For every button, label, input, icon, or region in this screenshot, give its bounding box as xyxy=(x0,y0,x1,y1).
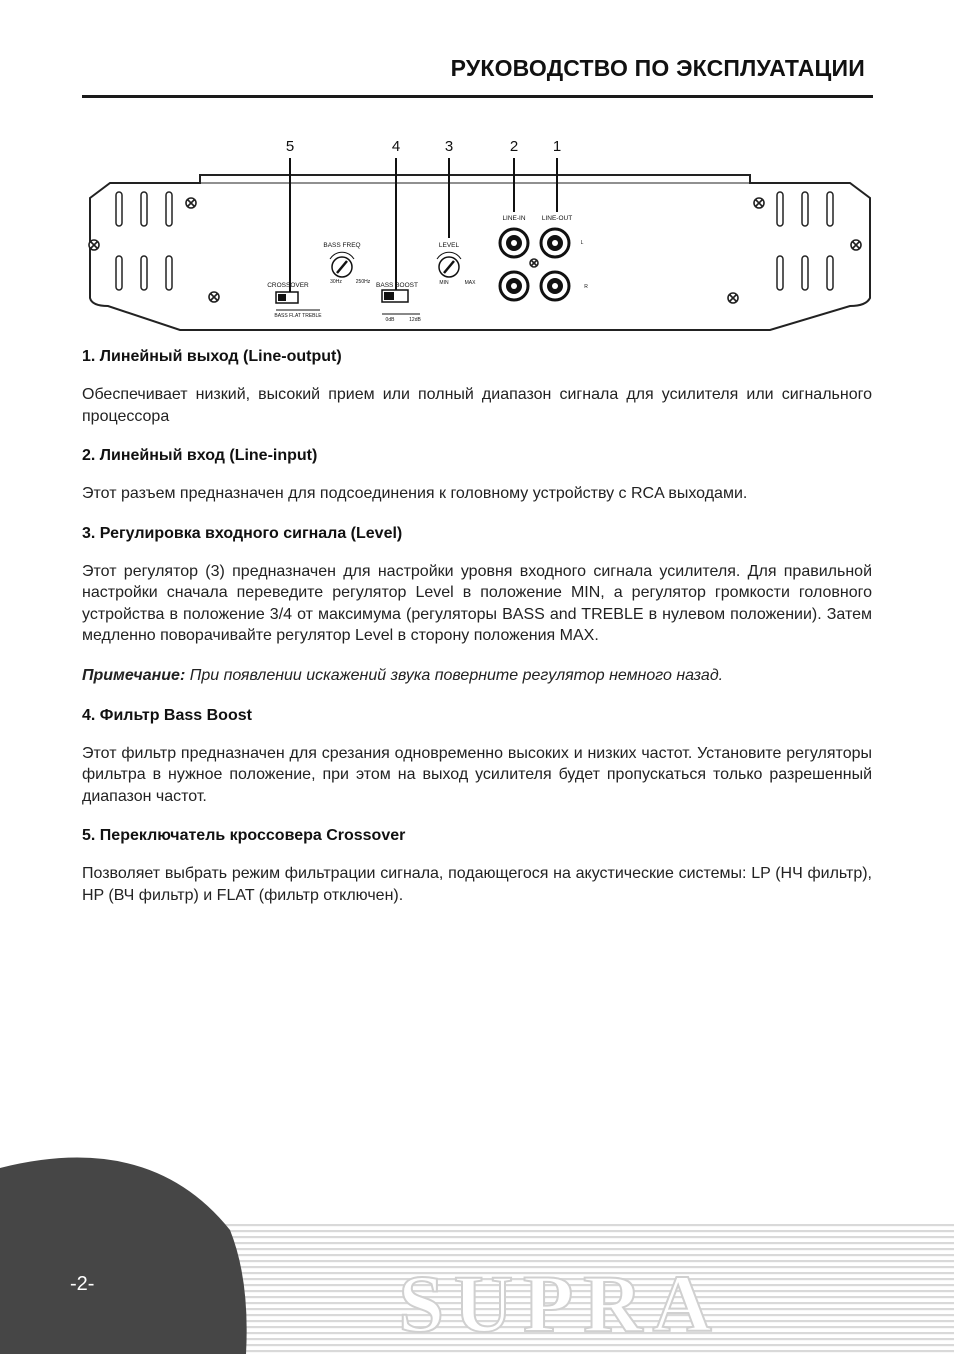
section-heading-line-input: 2. Линейный вход (Line-input) xyxy=(82,447,318,464)
bass-freq-low-label: 30Hz xyxy=(330,279,342,285)
crossover-label: CROSSOVER xyxy=(267,282,309,289)
section-heading-crossover: 5. Переключатель кроссовера Crossover xyxy=(82,827,406,844)
crossover-options-label: BASS FLAT TREBLE xyxy=(274,313,322,319)
section-text-level: Этот регулятор (3) предназначен для настройки уровня входного сигнала усилителя. Для правильной настройки сначала переведите регулятор Level в положение MIN, а регулятор громкости головного устройства в положение 3/4 от максимума (регуляторы BASS and TREBLE в нулевом положении). Затем медленно поворачивайте регулятор Level в сторону положения MAX. xyxy=(82,562,872,644)
channel-r-label: R xyxy=(584,284,588,290)
bass-boost-label: BASS BOOST xyxy=(376,282,418,289)
line-in-label: LINE-IN xyxy=(502,215,526,222)
callout-2: 2 xyxy=(509,138,519,155)
note-text: При появлении искажений звука поверните регулятор немного назад. xyxy=(189,666,724,684)
channel-l-label: L xyxy=(580,240,584,246)
section-text-line-output: Обеспечивает низкий, высокий прием или полный диапазон сигнала для усилителя или сигнального процессора xyxy=(82,386,872,425)
note-label: Примечание: xyxy=(82,666,186,684)
section-heading-bass-boost: 4. Фильтр Bass Boost xyxy=(82,706,252,724)
level-max-label: MAX xyxy=(464,280,476,286)
section-text-crossover: Позволяет выбрать режим фильтрации сигнала, подающегося на акустические системы: LP (НЧ фильтр), HP (ВЧ фильтр) и FLAT (фильтр отключен). xyxy=(82,865,872,904)
bass-freq-label: BASS FREQ xyxy=(323,242,361,249)
section-text-bass-boost: Этот фильтр предназначен для срезания одновременно высоких и низких частот. Установите регуляторы фильтра в нужное положение, при этом на выход усилителя будет пропускаться только разрешенный диапазон частот. xyxy=(82,744,872,805)
section-heading-line-output: 1. Линейный выход (Line-output) xyxy=(82,348,342,365)
callout-4: 4 xyxy=(391,138,401,155)
bass-boost-low-label: 0dB xyxy=(385,317,395,323)
level-min-label: MIN xyxy=(439,280,449,286)
bass-freq-high-label: 250Hz xyxy=(355,279,371,285)
level-label: LEVEL xyxy=(438,242,460,249)
section-text-line-input: Этот разъем предназначен для подсоединения к головному устройству с RCA выходами. xyxy=(82,485,748,502)
callout-5: 5 xyxy=(285,138,295,155)
line-out-label: LINE-OUT xyxy=(541,215,573,222)
page-header-title: РУКОВОДСТВО ПО ЭКСПЛУАТАЦИИ xyxy=(450,55,865,81)
callout-1: 1 xyxy=(552,138,562,155)
bass-boost-high-label: 12dB xyxy=(409,317,421,323)
section-heading-level: 3. Регулировка входного сигнала (Level) xyxy=(82,524,403,542)
callout-3: 3 xyxy=(444,138,454,155)
page-number: -2- xyxy=(70,1273,95,1295)
brand-logo: SUPRA xyxy=(398,1258,722,1349)
